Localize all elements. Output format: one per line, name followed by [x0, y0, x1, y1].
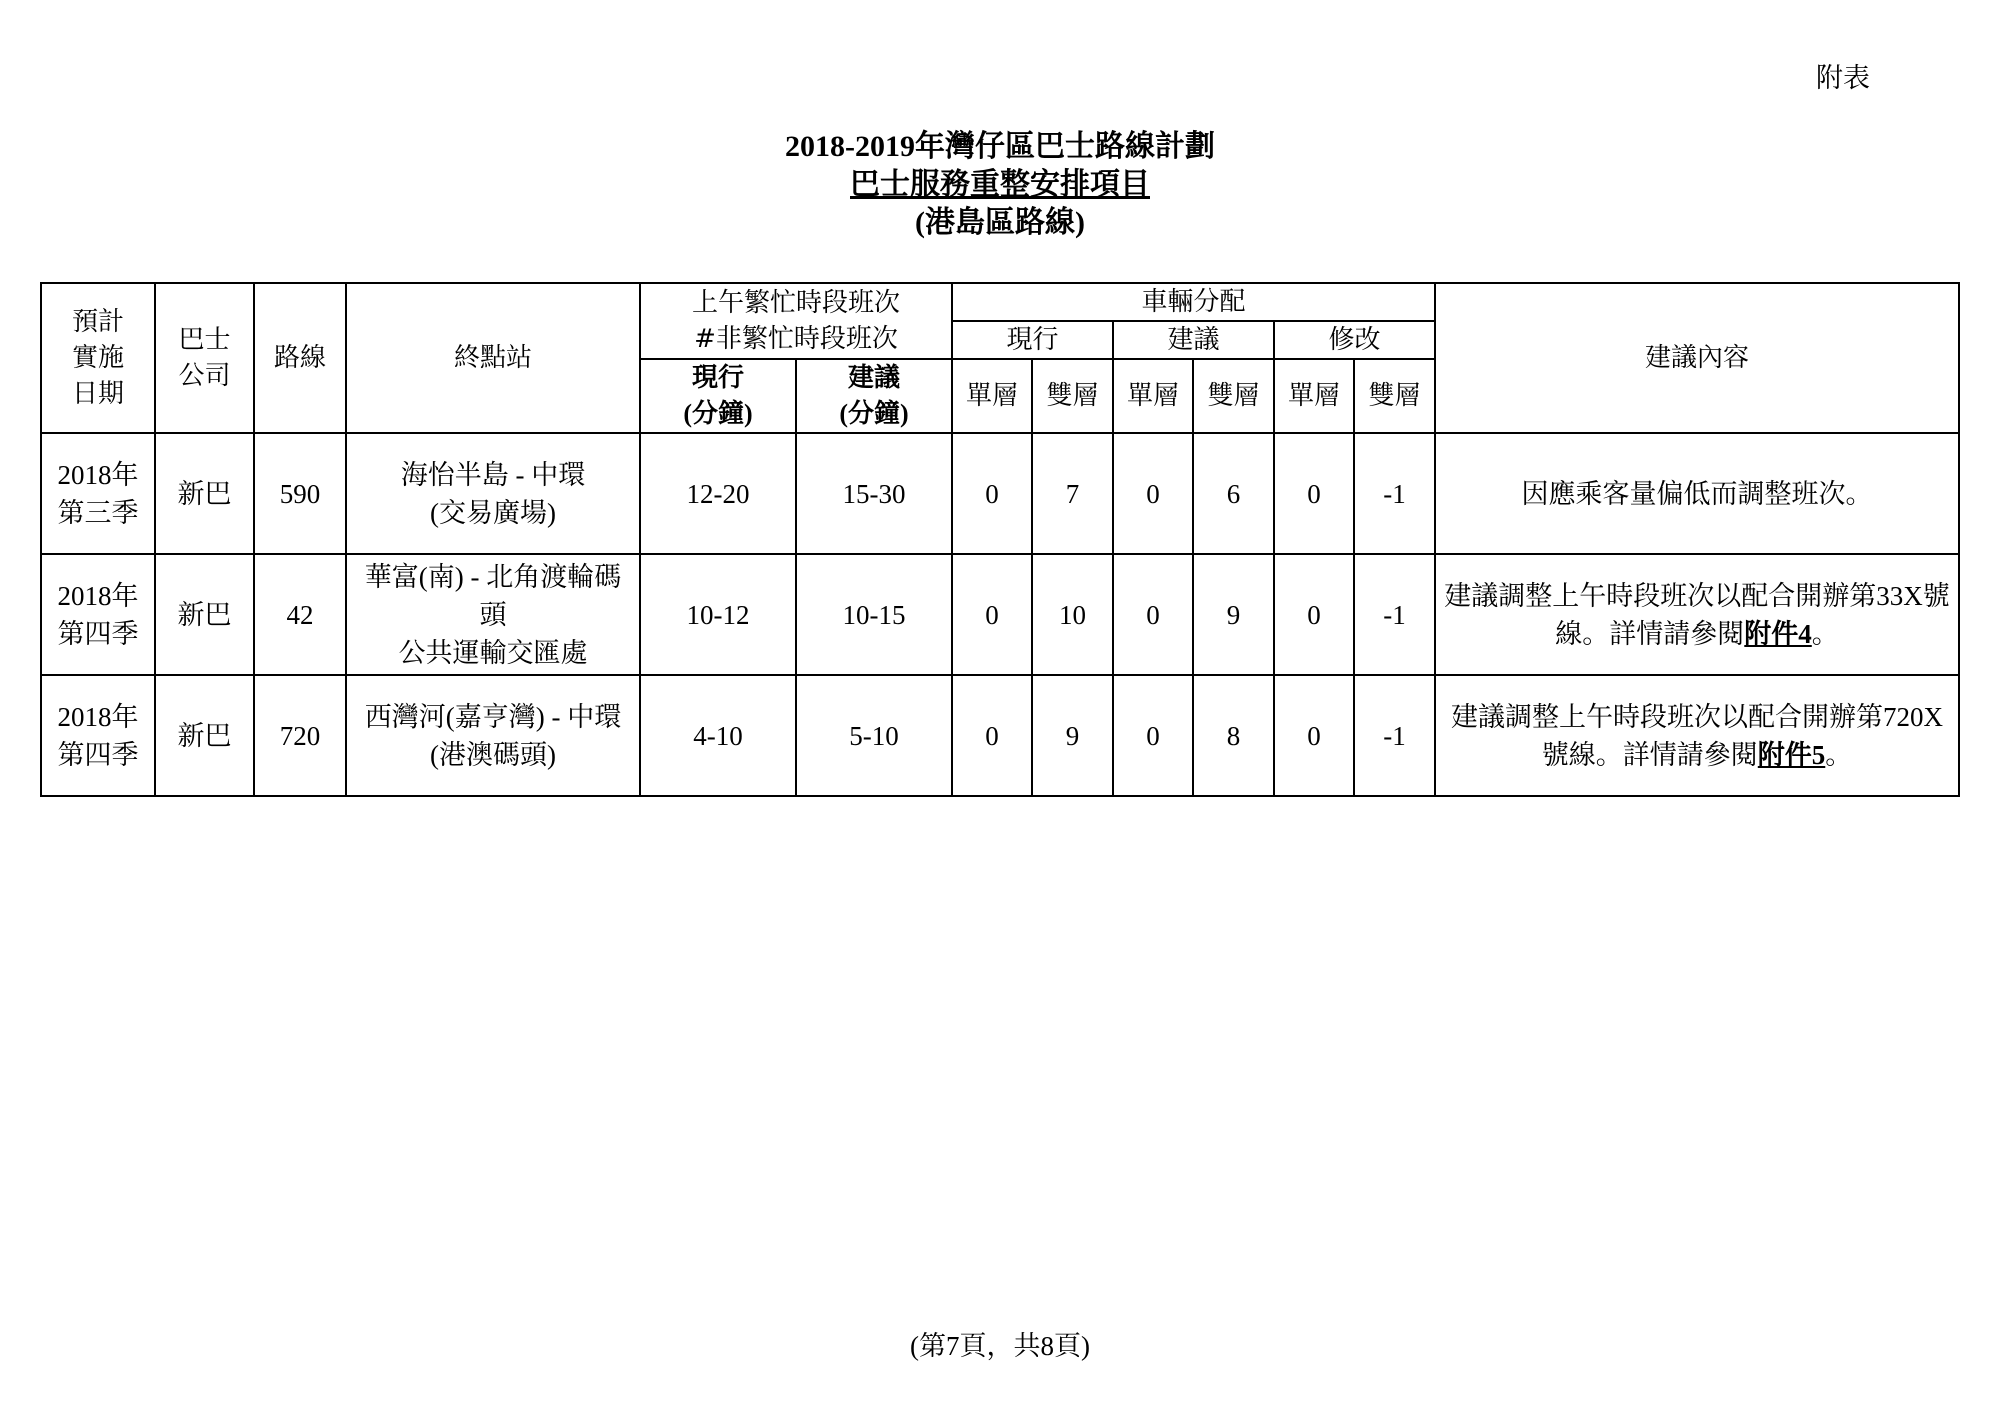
- cell-cur-double: 9: [1032, 675, 1113, 796]
- title-line-3: (港島區路線): [915, 206, 1085, 239]
- header-double-deck: 雙層: [1193, 359, 1274, 433]
- details-tail: 。: [1825, 739, 1853, 770]
- cell-headway-current: 4-10: [640, 675, 796, 796]
- header-headway-proposed: 建議 (分鐘): [796, 359, 952, 433]
- details-text: 因應乘客量偏低而調整班次。: [1521, 478, 1873, 509]
- header-single-deck: 單層: [1113, 359, 1193, 433]
- cell-date: 2018年 第三季: [41, 433, 155, 554]
- cell-prop-double: 6: [1193, 433, 1274, 554]
- cell-prop-double: 8: [1193, 675, 1274, 796]
- header-fleet-current: 現行: [952, 321, 1113, 359]
- details-text: 建議調整上午時段班次以配合開辦第33X號線。詳情請參閱: [1444, 580, 1950, 649]
- cell-date: 2018年 第四季: [41, 554, 155, 675]
- cell-chg-double: -1: [1354, 433, 1435, 554]
- cell-cur-double: 7: [1032, 433, 1113, 554]
- table-row: [41, 433, 1959, 554]
- cell-prop-single: 0: [1113, 554, 1193, 675]
- cell-cur-double: 10: [1032, 554, 1113, 675]
- cell-prop-double: 9: [1193, 554, 1274, 675]
- header-headway-current: 現行 (分鐘): [640, 359, 796, 433]
- header-fleet-proposed: 建議: [1113, 321, 1274, 359]
- header-route: 路線: [254, 283, 346, 433]
- cell-prop-single: 0: [1113, 433, 1193, 554]
- page-footer: (第7頁，共8頁): [910, 1331, 1090, 1361]
- document-titles: [0, 128, 2000, 242]
- cell-date: 2018年 第四季: [41, 675, 155, 796]
- cell-terminus: 西灣河(嘉亨灣) - 中環 (港澳碼頭): [346, 675, 640, 796]
- annex-5-link[interactable]: 附件5: [1757, 739, 1826, 770]
- header-single-deck: 單層: [1274, 359, 1354, 433]
- cell-route: 42: [254, 554, 346, 675]
- route-table: [40, 282, 1960, 797]
- header-double-deck: 雙層: [1354, 359, 1435, 433]
- cell-headway-proposed: 10-15: [796, 554, 952, 675]
- header-date: 預計 實施 日期: [41, 283, 155, 433]
- header-headway-group: 上午繁忙時段班次 #非繁忙時段班次: [640, 283, 952, 359]
- table-row: [41, 675, 1959, 796]
- cell-headway-proposed: 15-30: [796, 433, 952, 554]
- cell-terminus: 海怡半島 - 中環 (交易廣場): [346, 433, 640, 554]
- cell-headway-current: 10-12: [640, 554, 796, 675]
- cell-chg-single: 0: [1274, 675, 1354, 796]
- cell-details: [1435, 433, 1959, 554]
- cell-details: [1435, 554, 1959, 675]
- header-terminus: 終點站: [346, 283, 640, 433]
- cell-company: 新巴: [155, 675, 254, 796]
- cell-details: [1435, 675, 1959, 796]
- title-line-1: 2018-2019年灣仔區巴士路線計劃: [785, 130, 1215, 163]
- cell-chg-double: -1: [1354, 554, 1435, 675]
- header-details: 建議內容: [1435, 283, 1959, 433]
- table-row: [41, 554, 1959, 675]
- cell-chg-single: 0: [1274, 554, 1354, 675]
- cell-company: 新巴: [155, 433, 254, 554]
- cell-chg-single: 0: [1274, 433, 1354, 554]
- cell-route: 720: [254, 675, 346, 796]
- details-tail: 。: [1811, 618, 1839, 649]
- cell-headway-proposed: 5-10: [796, 675, 952, 796]
- cell-cur-single: 0: [952, 433, 1032, 554]
- cell-chg-double: -1: [1354, 675, 1435, 796]
- header-single-deck: 單層: [952, 359, 1032, 433]
- annex-label: 附表: [1816, 63, 1870, 93]
- cell-headway-current: 12-20: [640, 433, 796, 554]
- cell-terminus: 華富(南) - 北角渡輪碼 頭 公共運輸交匯處: [346, 554, 640, 675]
- annex-4-link[interactable]: 附件4: [1744, 618, 1812, 649]
- details-text: 建議調整上午時段班次以配合開辦第720X號線。詳情請參閱: [1451, 701, 1944, 770]
- cell-cur-single: 0: [952, 554, 1032, 675]
- header-fleet-group: 車輛分配: [952, 283, 1435, 321]
- cell-company: 新巴: [155, 554, 254, 675]
- cell-cur-single: 0: [952, 675, 1032, 796]
- header-company: 巴士 公司: [155, 283, 254, 433]
- cell-prop-single: 0: [1113, 675, 1193, 796]
- header-fleet-change: 修改: [1274, 321, 1435, 359]
- title-line-2: 巴士服務重整安排項目: [850, 168, 1150, 201]
- header-double-deck: 雙層: [1032, 359, 1113, 433]
- cell-route: 590: [254, 433, 346, 554]
